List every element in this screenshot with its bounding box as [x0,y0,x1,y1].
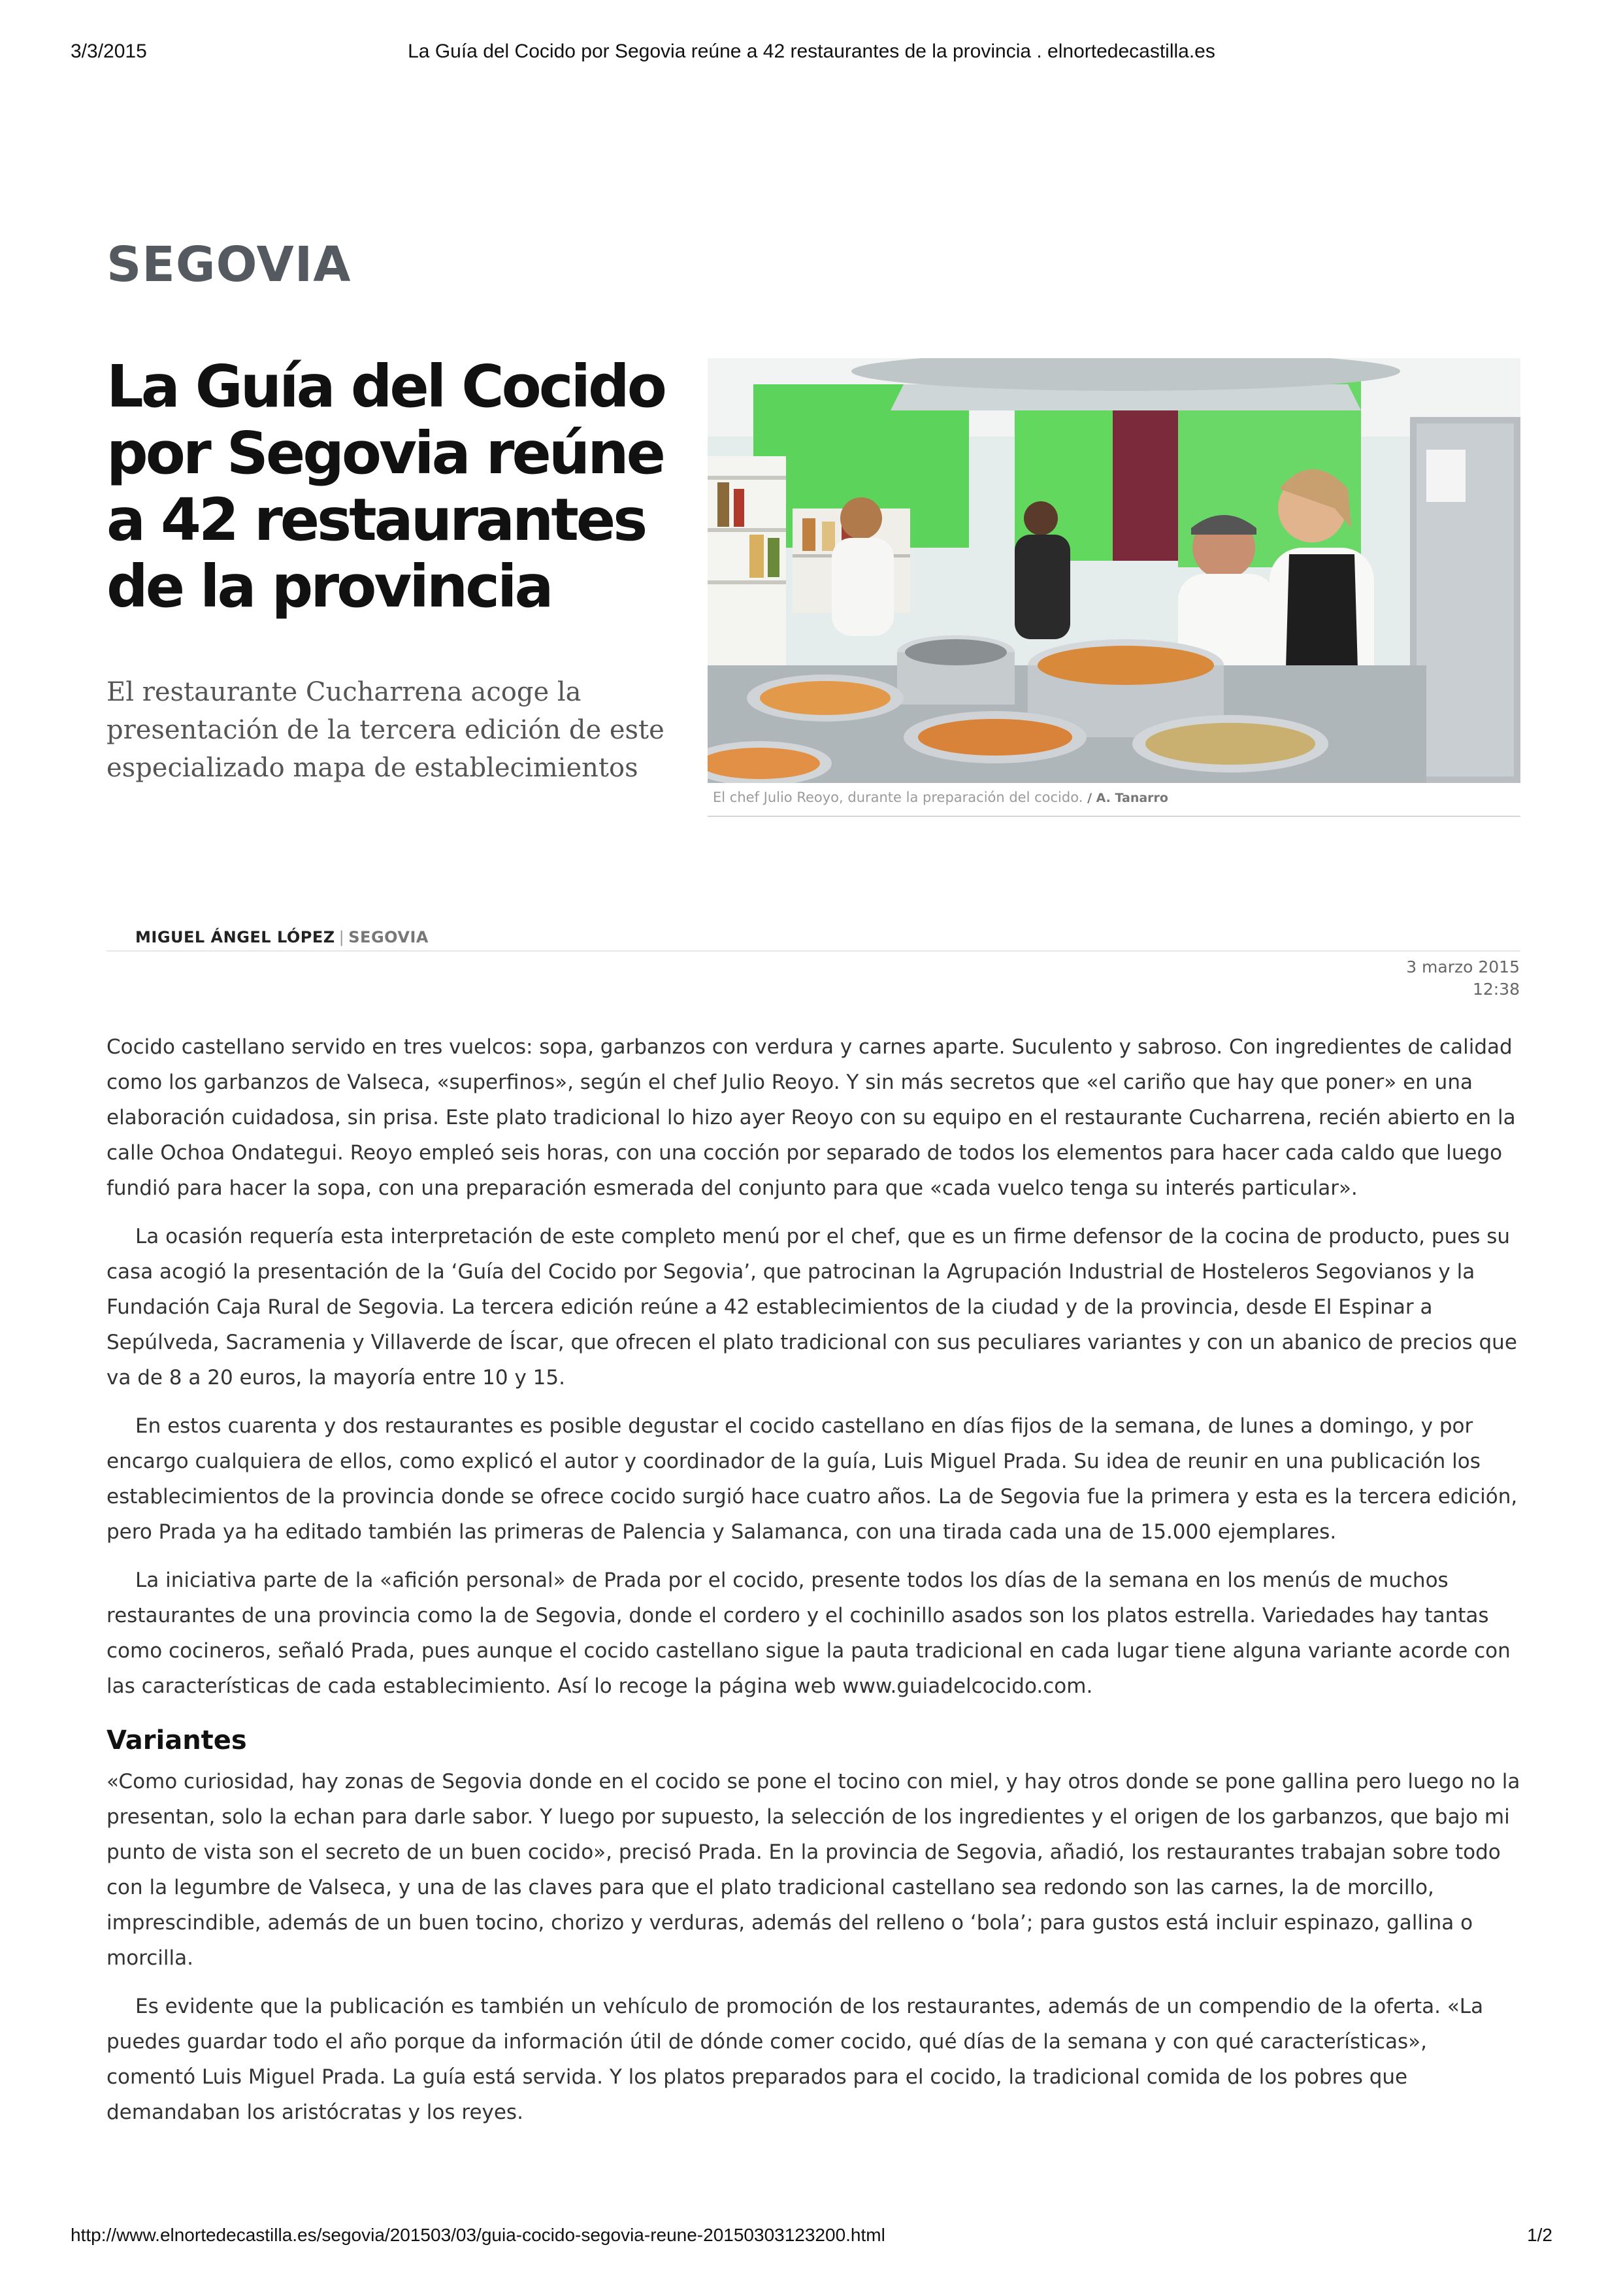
section-label[interactable]: SEGOVIA [107,237,352,293]
byline-separator: | [338,928,345,946]
photo-caption-text: El chef Julio Reoyo, durante la preparación del cocido. [713,790,1083,805]
article-photo[interactable] [708,358,1520,783]
article-subheading: Variantes [107,1725,247,1755]
article-paragraph-1: Cocido castellano servido en tres vuelcos: sopa, garbanzos con verdura y carnes aparte. Suculento y sabroso. Con ingredientes de calidad como los garbanzos de Valseca, «superfinos», según el chef Julio Reoyo. Y sin más secretos que «el cariño que hay que poner» en una elaboración cuidadosa, sin prisa. Este plato tradicional lo hizo ayer Reoyo con su equipo en el restaurante Cucharrena, recién abierto en la calle Ochoa Ondategui. Reoyo empleó seis horas, con una cocción por separado de todos los elementos para hacer cada caldo que luego fundió para hacer la sopa, con una preparación esmerada del conjunto para que «cada vuelco tenga su interés particular». [107,1035,1516,1200]
byline-location: SEGOVIA [348,928,429,946]
print-footer [71,2225,1552,2251]
print-header [71,41,1552,67]
print-page-number: 1/2 [1527,2225,1552,2245]
timestamp-date: 3 marzo 2015 [1406,957,1520,976]
print-page-title: La Guía del Cocido por Segovia reúne a 42 restaurantes de la provincia . elnortedecastilla.es [408,41,1215,62]
article-paragraph-6: Es evidente que la publicación es también un vehículo de promoción de los restaurantes, además de un compendio de la oferta. «La puedes guardar todo el año porque da información útil de dónde comer cocido, qué días de la semana y con qué características», comentó Luis Miguel Prada. La guía está servida. Y los platos preparados para el cocido, la tradicional comida de los pobres que demandaban los aristócratas y los reyes. [107,1995,1484,2124]
article-photo-figure [708,358,1520,816]
article-headline: La Guía del Cocido por Segovia reúne a 42 restaurantes de la provincia [107,352,664,620]
article-timestamp [1406,956,1520,1001]
print-date: 3/3/2015 [71,41,147,62]
print-url[interactable]: http://www.elnortedecastilla.es/segovia/201503/03/guia-cocido-segovia-reune-20150303123200.html [71,2225,885,2245]
article-paragraph-2: La ocasión requería esta interpretación de este completo menú por el chef, que es un firme defensor de la cocina de producto, pues su casa acogió la presentación de la ‘Guía del Cocido por Segovia’, que patrocinan la Agrupación Industrial de Hosteleros Segovianos y la Fundación Caja Rural de Segovia. La tercera edición reúne a 42 establecimientos de la ciudad y de la provincia, desde El Espinar a Sepúlveda, Sacramenia y Villaverde de Íscar, que ofrecen el plato tradicional con sus peculiares variantes y con un abanico de precios que va de 8 a 20 euros, la mayoría entre 10 y 15. [107,1225,1517,1389]
byline-author[interactable]: MIGUEL ÁNGEL LÓPEZ [135,928,335,946]
article-paragraph-3: En estos cuarenta y dos restaurantes es posible degustar el cocido castellano en días fijos de la semana, de lunes a domingo, y por encargo cualquiera de ellos, como explicó el autor y coordinador de la guía, Luis Miguel Prada. Su idea de reunir en una publicación los establecimientos de la provincia donde se ofrece cocido surgió hace cuatro años. La de Segovia fue la primera y esta es la tercera edición, pero Prada ya ha editado también las primeras de Palencia y Salamanca, con una tirada cada una de 15.000 ejemplares. [107,1414,1518,1544]
article-paragraph-5: «Como curiosidad, hay zonas de Segovia donde en el cocido se pone el tocino con miel, y hay otros donde se pone gallina pero luego no la presentan, solo la echan para darle sabor. Y luego por supuesto, la selección de los ingredientes y el origen de los garbanzos, que bajo mi punto de vista son el secreto de un buen cocido», precisó Prada. En la provincia de Segovia, añadió, los restaurantes trabajan sobre todo con la legumbre de Valseca, y una de las claves para que el plato tradicional castellano sea redondo son las carnes, la de morcillo, imprescindible, además de un buen tocino, chorizo y verduras, además del relleno o ‘bola’; para gustos está incluir espinazo, gallina o morcilla. [107,1770,1520,1970]
byline-divider [107,950,1520,952]
photo-divider [708,816,1520,817]
byline [135,928,429,946]
photo-credit: / A. Tanarro [1087,791,1168,805]
article-paragraph-4: La iniciativa parte de la «afición personal» de Prada por el cocido, presente todos los días de la semana en los menús de muchos restaurantes de una provincia como la de Segovia, donde el cordero y el cochinillo asados son los platos estrella. Variedades hay tantas como cocineros, señaló Prada, pues aunque el cocido castellano sigue la pauta tradicional en cada lugar tiene alguna variante acorde con las características de cada establecimiento. Así lo recoge la página web www.guiadelcocido.com. [107,1569,1511,1698]
timestamp-time: 12:38 [1472,980,1520,999]
article-subheadline: El restaurante Cucharrena acoge la presentación de la tercera edición de este especializado mapa de establecimientos [107,677,664,783]
photo-caption [713,790,1168,805]
article-body [107,1029,1520,2143]
